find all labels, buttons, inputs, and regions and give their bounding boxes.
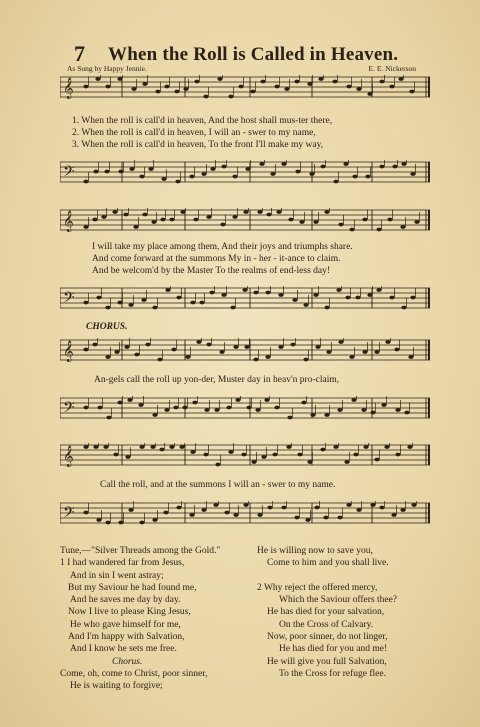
verse-line: 2 Why reject the offered mercy, — [257, 582, 378, 593]
chorus-heading: Chorus. — [112, 656, 143, 667]
chorus-label: CHORUS. — [86, 322, 128, 332]
verse-spacer — [257, 570, 397, 582]
lyric-line: An-gels call the roll up yon-der, Muster day in heav'n pro-claim, — [94, 375, 340, 385]
treble-staff — [60, 443, 430, 468]
lyric-line: 1. When the roll is call'd in heaven, And the host shall mus-ter there, — [72, 116, 333, 126]
staff-lines — [60, 286, 430, 311]
staff-lines — [60, 501, 430, 526]
staff-lines — [60, 160, 430, 185]
lyric-line: Call the roll, and at the summons I will an - swer to my name. — [100, 480, 336, 490]
lyric-line: 2. When the roll is call'd in heaven, I will an - swer to my name, — [72, 128, 316, 138]
verse-line: And he saves me day by day. — [70, 595, 181, 606]
verse-line: Now, poor sinner, do not linger, — [267, 632, 388, 643]
staff-lines — [60, 443, 430, 468]
verse-line: Now I live to please King Jesus, — [68, 607, 191, 618]
svg-text:𝄢: 𝄢 — [63, 504, 75, 525]
staff-lines — [60, 208, 430, 233]
bass-staff — [60, 396, 430, 421]
verse-line: He has died for your salvation, — [267, 607, 385, 618]
verse-line: He will give you full Salvation, — [267, 656, 387, 667]
tune-note: Tune,—"Silver Threads among the Gold." — [60, 546, 221, 556]
svg-text:𝄞: 𝄞 — [63, 78, 74, 99]
verse-line: And in sin I went astray; — [70, 570, 164, 581]
bass-staff — [60, 501, 430, 526]
verse-line: Which the Saviour offers thee? — [279, 595, 398, 606]
verse-line: Come, oh, come to Christ, poor sinner, — [60, 668, 208, 679]
hymn-number: 7 — [74, 41, 85, 66]
lyric-line: And be welcom'd by the Master To the realms of end-less day! — [92, 266, 331, 276]
composer-credit: E. E. Nickerson — [368, 64, 416, 73]
staff-lines — [60, 338, 430, 363]
lyric-line: 3. When the roll is call'd in heaven, To the front I'll make my way, — [72, 140, 324, 150]
lyric-line: I will take my place among them, And their joys and triumphs share. — [92, 242, 353, 252]
verse-line: On the Cross of Calvary. — [279, 619, 374, 630]
svg-text:𝄢: 𝄢 — [63, 163, 75, 184]
verse-line: But my Saviour he had found me, — [68, 582, 197, 593]
svg-text:𝄞: 𝄞 — [63, 446, 74, 467]
verses-left-column — [60, 545, 220, 693]
verse-line: He who gave himself for me, — [70, 619, 181, 630]
verse-line: And I know he sets me free. — [70, 644, 177, 655]
verse-line: To the Cross for refuge flee. — [279, 668, 386, 679]
staff-lines — [60, 396, 430, 421]
hymn-title: When the Roll is Called in Heaven. — [108, 44, 399, 65]
staff-lines — [60, 75, 430, 100]
performer-credit: As Sung by Happy Jennie. — [67, 64, 147, 73]
verse-line: And I'm happy with Salvation, — [68, 632, 185, 643]
svg-text:𝄞: 𝄞 — [63, 211, 74, 232]
verse-line: He has died for you and me! — [279, 644, 388, 655]
verse-line: 1 I had wandered far from Jesus, — [60, 558, 185, 569]
verses-right-column — [257, 545, 397, 680]
treble-staff — [60, 338, 430, 363]
svg-text:𝄢: 𝄢 — [63, 289, 75, 310]
bass-staff — [60, 286, 430, 311]
treble-staff — [60, 75, 430, 100]
lyric-line: And come forward at the summons My in - her - it-ance to claim. — [92, 254, 341, 264]
svg-text:𝄞: 𝄞 — [63, 341, 74, 362]
bass-staff — [60, 160, 430, 185]
verse-line: He is waiting to forgive; — [70, 681, 163, 692]
verse-line: Come to him and you shall live. — [267, 558, 389, 569]
treble-staff — [60, 208, 430, 233]
svg-text:𝄢: 𝄢 — [63, 399, 75, 420]
verse-line: He is willing now to save you, — [257, 546, 373, 556]
